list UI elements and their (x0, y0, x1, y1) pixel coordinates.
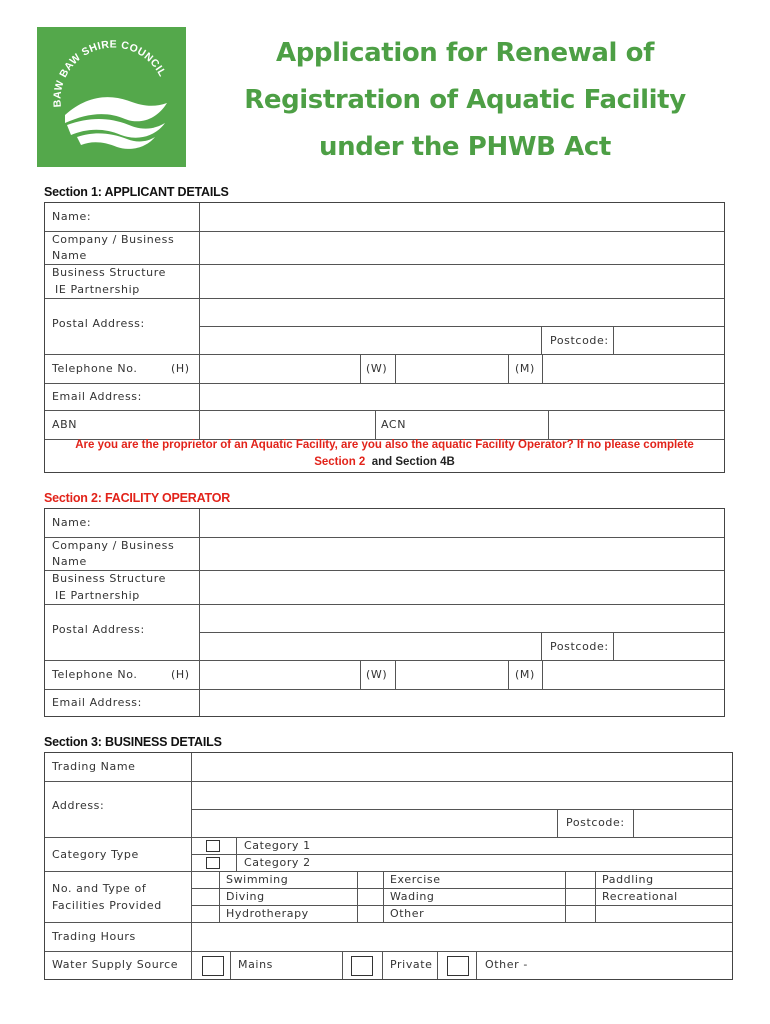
s1-name-label: Name: (52, 210, 92, 223)
s1-phone-h-input[interactable] (200, 355, 360, 383)
s1-abn-input[interactable] (200, 411, 375, 439)
recreational-label: Recreational (602, 890, 678, 903)
category2-checkbox[interactable] (206, 857, 220, 869)
s1-acn-input[interactable] (549, 411, 724, 439)
s1-phone-w-input[interactable] (396, 355, 508, 383)
s2-phone-h-input[interactable] (200, 661, 360, 689)
s1-structure-label-2: IE Partnership (55, 283, 140, 296)
section3-heading: Section 3: BUSINESS DETAILS (44, 735, 222, 749)
page-title (205, 30, 725, 171)
title-line-1: Application for Renewal of (275, 38, 655, 68)
s3-category-type-label: Category Type (52, 848, 139, 861)
s1-telephone-label: Telephone No. (52, 362, 138, 375)
s1-structure-label-1: Business Structure (52, 266, 166, 279)
s1-acn-label: ACN (381, 418, 407, 431)
s3-recreational-count-input[interactable] (566, 889, 595, 905)
s1-company-label-1: Company / Business (52, 233, 175, 246)
operator-note-section4b: and Section 4B (371, 455, 455, 468)
s2-h-label: (H) (171, 668, 190, 681)
s2-postcode-label: Postcode: (550, 640, 609, 653)
s1-email-input[interactable] (200, 384, 724, 410)
s1-company-label-2: Name (52, 249, 87, 262)
applicant-details-table (44, 202, 725, 473)
s3-trading-hours-label: Trading Hours (52, 930, 136, 943)
s1-h-label: (H) (171, 362, 190, 375)
s2-email-input[interactable] (200, 690, 724, 716)
business-details-table (44, 752, 733, 980)
s2-structure-input[interactable] (200, 571, 724, 604)
s3-paddling-count-input[interactable] (566, 872, 595, 888)
s3-wading-count-input[interactable] (358, 889, 383, 905)
operator-note (45, 437, 724, 470)
s2-phone-w-input[interactable] (396, 661, 508, 689)
s2-company-input[interactable] (200, 538, 724, 570)
s2-postcode-input[interactable] (614, 633, 724, 660)
private-label: Private (390, 958, 433, 971)
wading-label: Wading (390, 890, 435, 903)
other-label: Other (390, 907, 425, 920)
swimming-label: Swimming (226, 873, 289, 886)
s2-phone-m-input[interactable] (543, 661, 724, 689)
mains-label: Mains (238, 958, 273, 971)
s3-postcode-label: Postcode: (566, 816, 625, 829)
s2-structure-label-1: Business Structure (52, 572, 166, 585)
s3-facilities-label-1: No. and Type of (52, 882, 147, 895)
mains-checkbox[interactable] (202, 956, 224, 976)
category2-label: Category 2 (244, 856, 311, 869)
s1-w-label: (W) (366, 362, 388, 375)
s3-exercise-count-input[interactable] (358, 872, 383, 888)
exercise-label: Exercise (390, 873, 441, 886)
paddling-label: Paddling (602, 873, 654, 886)
s1-postcode-label: Postcode: (550, 334, 609, 347)
s2-m-label: (M) (515, 668, 535, 681)
s1-structure-input[interactable] (200, 265, 724, 298)
logo-text: BAW BAW SHIRE COUNCIL (51, 38, 169, 108)
council-logo (37, 27, 186, 167)
s1-postal-label: Postal Address: (52, 317, 145, 330)
s3-swimming-count-input[interactable] (192, 872, 219, 888)
s3-hydrotherapy-count-input[interactable] (192, 906, 219, 922)
section2-heading: Section 2: FACILITY OPERATOR (44, 491, 231, 505)
s3-water-supply-label: Water Supply Source (52, 958, 179, 971)
s1-m-label: (M) (515, 362, 535, 375)
operator-note-section2: Section 2 (314, 455, 366, 468)
s2-email-label: Email Address: (52, 696, 142, 709)
s3-facilities-label-2: Facilities Provided (52, 899, 162, 912)
s2-postal-label: Postal Address: (52, 623, 145, 636)
section1-heading: Section 1: APPLICANT DETAILS (44, 185, 229, 199)
other-supply-checkbox[interactable] (447, 956, 469, 976)
s2-name-label: Name: (52, 516, 92, 529)
s2-company-label-2: Name (52, 555, 87, 568)
s3-other-count-input[interactable] (358, 906, 383, 922)
category1-label: Category 1 (244, 839, 311, 852)
facility-operator-table (44, 508, 725, 717)
s3-trading-name-label: Trading Name (52, 760, 136, 773)
operator-note-line-1: Are you are the proprietor of an Aquatic Facility, are you also the aquatic Facility Operator? If no please complete (75, 439, 694, 451)
s1-name-input[interactable] (200, 203, 724, 231)
s3-address-label: Address: (52, 799, 105, 812)
s1-abn-label: ABN (52, 418, 78, 431)
diving-label: Diving (226, 890, 265, 903)
s3-other-supply-input[interactable] (525, 952, 732, 979)
s3-postcode-input[interactable] (634, 810, 732, 837)
s1-email-label: Email Address: (52, 390, 142, 403)
s3-trading-hours-input[interactable] (192, 923, 732, 951)
title-line-3: under the PHWB Act (319, 132, 611, 162)
s1-phone-m-input[interactable] (543, 355, 724, 383)
s2-name-input[interactable] (200, 509, 724, 537)
other-supply-label: Other - (485, 958, 528, 971)
hydrotherapy-label: Hydrotherapy (226, 907, 309, 920)
s2-telephone-label: Telephone No. (52, 668, 138, 681)
s2-company-label-1: Company / Business (52, 539, 175, 552)
s2-structure-label-2: IE Partnership (55, 589, 140, 602)
private-checkbox[interactable] (351, 956, 373, 976)
title-line-2: Registration of Aquatic Facility (244, 85, 686, 115)
s3-trading-name-input[interactable] (192, 753, 732, 781)
s3-diving-count-input[interactable] (192, 889, 219, 905)
council-logo-graphic (37, 27, 186, 167)
s1-company-input[interactable] (200, 232, 724, 264)
s1-postcode-input[interactable] (614, 327, 724, 354)
category1-checkbox[interactable] (206, 840, 220, 852)
s2-w-label: (W) (366, 668, 388, 681)
